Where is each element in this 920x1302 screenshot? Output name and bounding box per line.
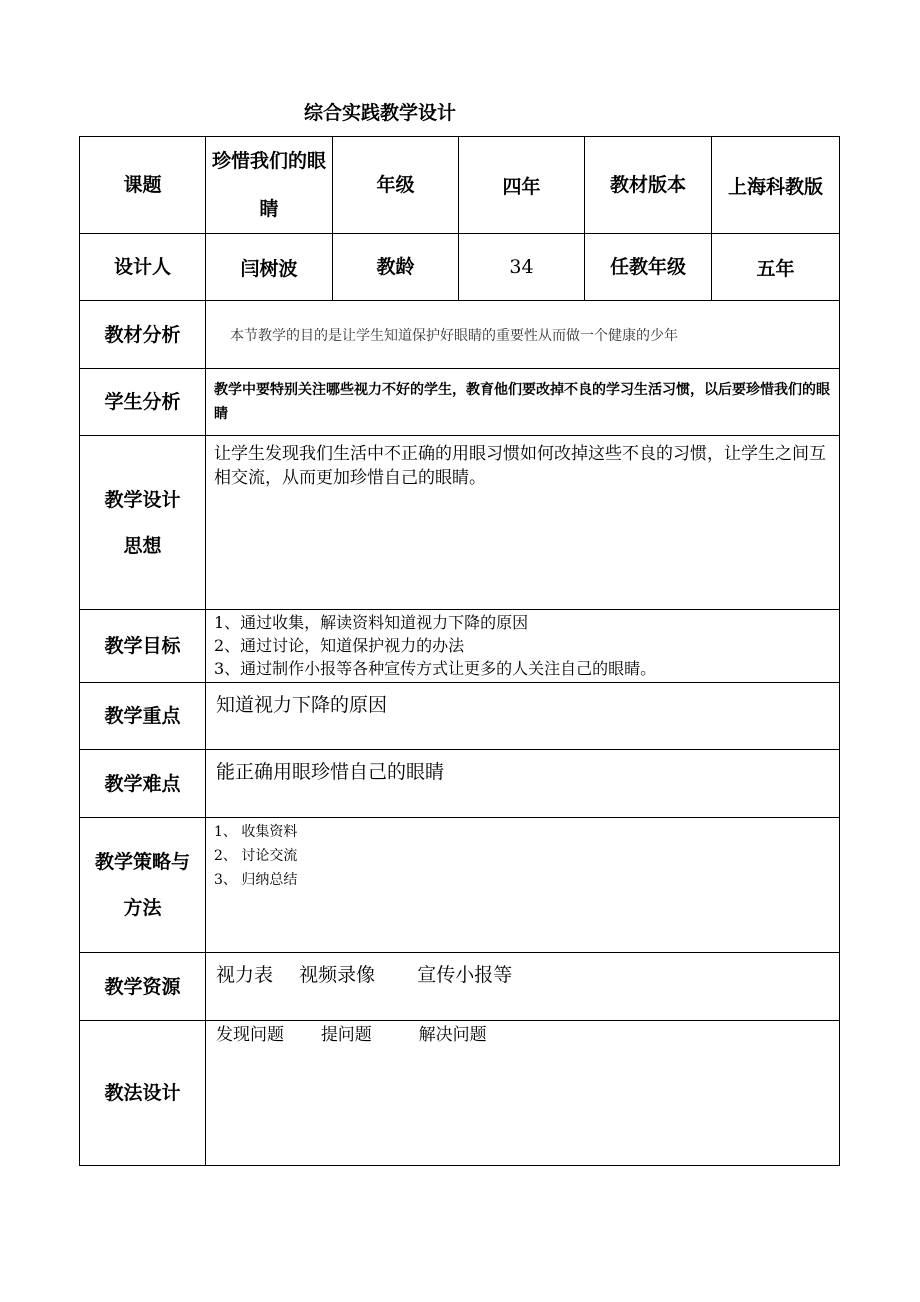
teaching-years-label: 教龄 [333,234,459,301]
table-row [80,234,840,301]
list-item: 宣传小报等 [417,964,513,986]
edition-label: 教材版本 [585,137,712,234]
difficulties-text: 能正确用眼珍惜自己的眼睛 [206,750,840,818]
table-row [80,369,840,436]
list-item: 1、 收集资料 [214,824,298,840]
page-title: 综合实践教学设计 [303,102,456,124]
table-row [80,818,840,953]
list-item: 3、 归纳总结 [214,872,298,888]
grade-label: 年级 [333,137,459,234]
table-row [80,436,840,610]
list-item: 视频录像 [299,964,376,986]
teaching-grade-value: 五年 [712,234,840,301]
list-item: 提问题 [320,1025,372,1045]
textbook-analysis-text: 本节教学的目的是让学生知道保护好眼睛的重要性从而做一个健康的少年 [206,301,840,369]
teaching-years-value: 34 [459,234,585,301]
table-row [80,683,840,750]
strategy-label-line1: 教学策略与 [94,851,190,873]
designer-label: 设计人 [80,234,206,301]
table-row [80,953,840,1021]
student-analysis-label: 学生分析 [80,369,206,436]
difficulties-label: 教学难点 [80,750,206,818]
list-item: 3、通过制作小报等各种宣传方式让更多的人关注自己的眼睛。 [214,659,657,678]
topic-label: 课题 [80,137,206,234]
table-row [80,610,840,683]
strategy-list [206,818,840,953]
table-row [80,1021,840,1166]
table-row [80,137,840,234]
list-item: 解决问题 [418,1025,487,1045]
table-row [80,750,840,818]
lesson-design-table [79,136,840,1166]
key-points-label: 教学重点 [80,683,206,750]
design-idea-label [80,436,206,610]
list-item: 2、通过讨论，知道保护视力的办法 [214,636,465,655]
list-item: 1、通过收集，解读资料知道视力下降的原因 [214,613,529,632]
student-analysis-text: 教学中要特别关注哪些视力不好的学生，教育他们要改掉不良的学习生活习惯，以后要珍惜我们的眼睛 [206,369,840,436]
designer-value: 闫树波 [206,234,333,301]
method-design-list [206,1021,840,1166]
design-idea-label-line1: 教学设计 [104,488,181,511]
textbook-analysis-label: 教材分析 [80,301,206,369]
list-item: 2、 讨论交流 [214,848,298,864]
design-idea-label-line2: 思想 [123,534,162,557]
objectives-list [206,610,840,683]
grade-value: 四年 [459,137,585,234]
key-points-text: 知道视力下降的原因 [206,683,840,750]
teaching-grade-label: 任教年级 [585,234,712,301]
table-row [80,301,840,369]
list-item: 发现问题 [216,1025,284,1045]
objectives-label: 教学目标 [80,610,206,683]
edition-value: 上海科教版 [712,137,840,234]
strategy-label-line2: 方法 [123,897,162,919]
list-item: 视力表 [216,964,274,986]
resources-label: 教学资源 [80,953,206,1021]
method-design-label: 教法设计 [80,1021,206,1166]
strategy-label [80,818,206,953]
topic-value: 珍惜我们的眼睛 [206,137,333,234]
design-idea-text: 让学生发现我们生活中不正确的用眼习惯如何改掉这些不良的习惯，让学生之间互相交流，从而更加珍惜自己的眼睛。 [206,436,840,610]
resources-list [206,953,840,1021]
